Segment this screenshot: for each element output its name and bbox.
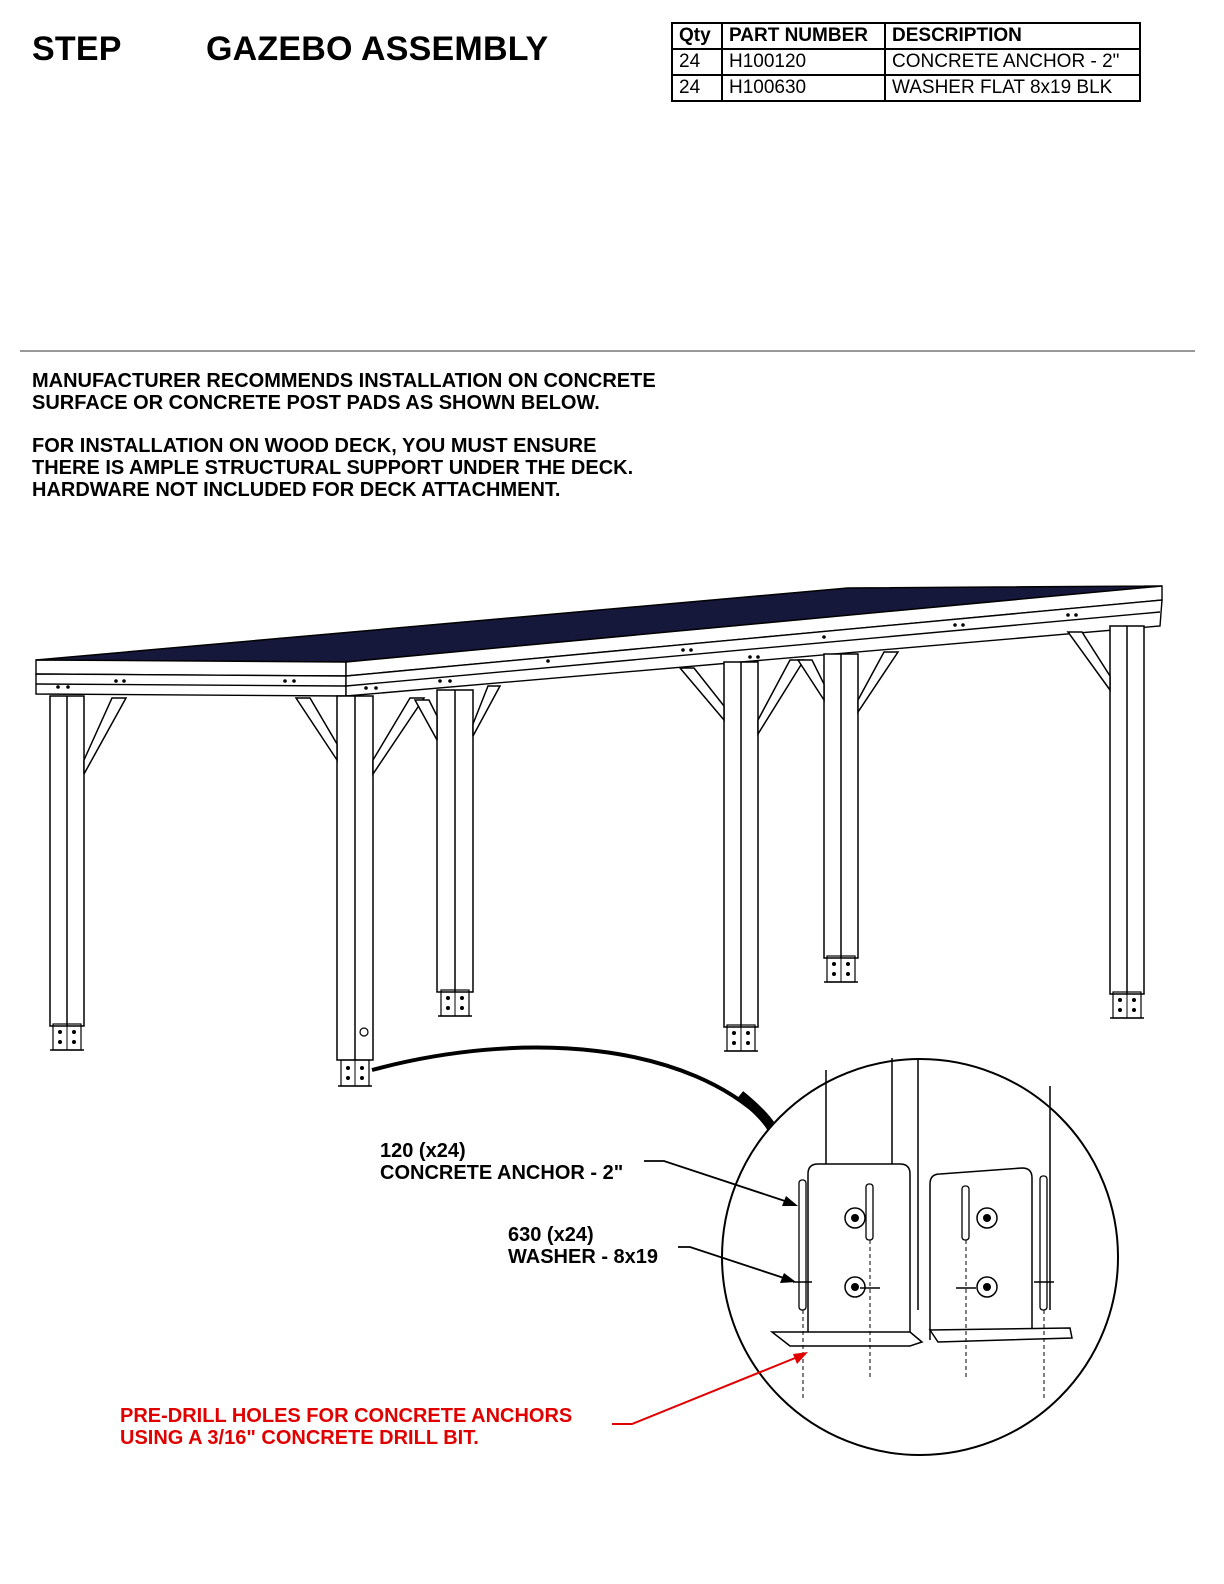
column-header-part-number: PART NUMBER	[722, 23, 885, 49]
note-line: MANUFACTURER RECOMMENDS INSTALLATION ON CONCRETE	[32, 370, 656, 392]
column-header-description: DESCRIPTION	[885, 23, 1140, 49]
anchor-callout	[380, 1140, 623, 1184]
washer-callout	[508, 1224, 658, 1268]
part-number-cell: H100120	[722, 49, 885, 75]
note-line: THERE IS AMPLE STRUCTURAL SUPPORT UNDER THE DECK.	[32, 457, 634, 479]
note-line: SURFACE OR CONCRETE POST PADS AS SHOWN BELOW.	[32, 392, 600, 414]
qty-cell: 24	[672, 75, 722, 101]
post-base-brackets	[50, 956, 1144, 1086]
description-cell: CONCRETE ANCHOR - 2"	[885, 49, 1140, 75]
callout-line: USING A 3/16" CONCRETE DRILL BIT.	[120, 1427, 479, 1449]
note-line: FOR INSTALLATION ON WOOD DECK, YOU MUST ENSURE	[32, 435, 597, 457]
callout-line: 630 (x24)	[508, 1224, 594, 1246]
step-label: STEP	[32, 30, 122, 68]
qty-cell: 24	[672, 49, 722, 75]
predrill-warning	[120, 1405, 572, 1449]
detail-view	[722, 1058, 1118, 1455]
description-cell: WASHER FLAT 8x19 BLK	[885, 75, 1140, 101]
note-line: HARDWARE NOT INCLUDED FOR DECK ATTACHMENT.	[32, 479, 561, 501]
part-number-cell: H100630	[722, 75, 885, 101]
detail-leader-arc	[372, 1048, 772, 1128]
roof-beams	[36, 586, 1162, 696]
callout-line: PRE-DRILL HOLES FOR CONCRETE ANCHORS	[120, 1405, 573, 1427]
page-title: GAZEBO ASSEMBLY	[206, 30, 549, 68]
column-header-qty: Qty	[672, 23, 722, 49]
callout-line: WASHER - 8x19	[508, 1246, 659, 1268]
callout-line: CONCRETE ANCHOR - 2"	[380, 1162, 624, 1184]
callout-line: 120 (x24)	[380, 1140, 466, 1162]
